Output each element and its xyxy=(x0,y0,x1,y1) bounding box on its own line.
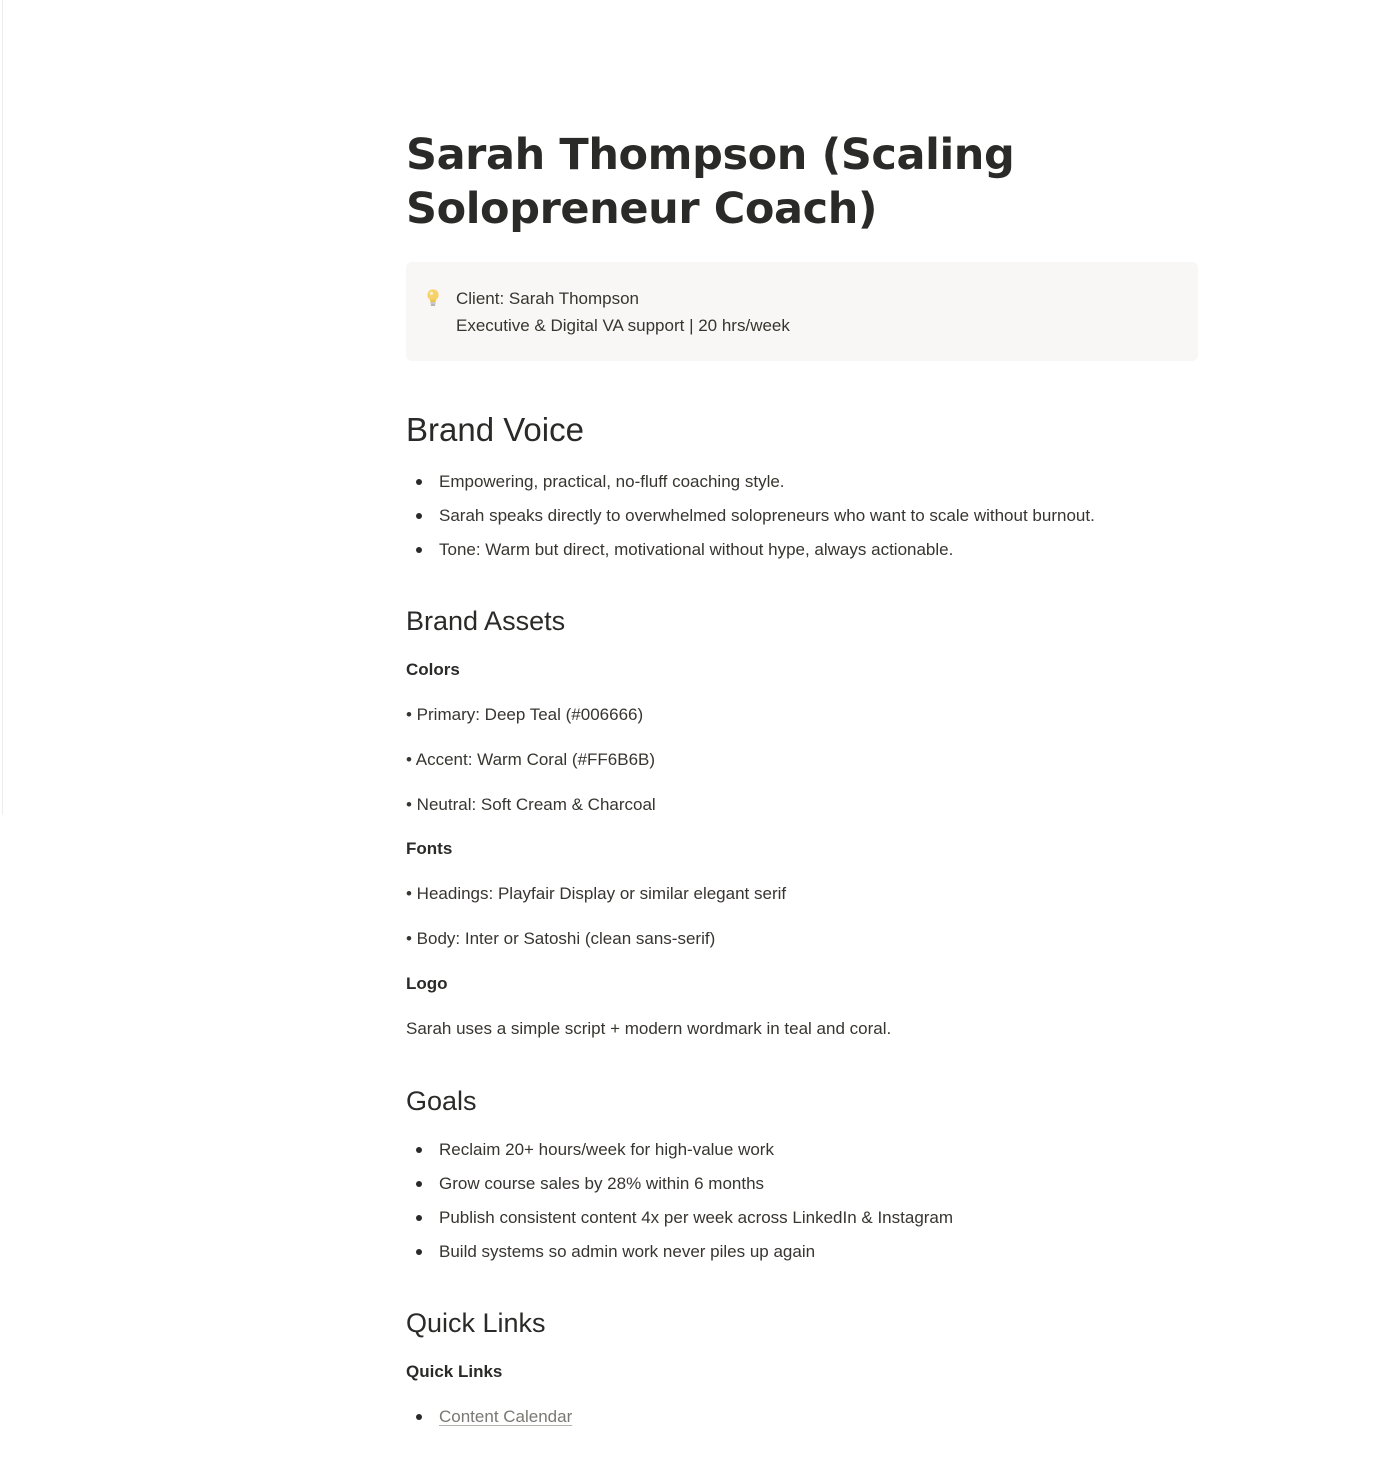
font-body: • Body: Inter or Satoshi (clean sans-serif) xyxy=(406,929,716,948)
logo-description: Sarah uses a simple script + modern wordmark in teal and coral. xyxy=(406,1019,892,1038)
list-item-text: Grow course sales by 28% within 6 months xyxy=(439,1174,765,1193)
color-accent: • Accent: Warm Coral (#FF6B6B) xyxy=(406,750,656,769)
bullet-icon xyxy=(416,547,422,553)
brand-voice-heading: Brand Voice xyxy=(406,411,584,448)
bullet-icon xyxy=(416,1147,422,1153)
list-item-text: Sarah speaks directly to overwhelmed solopreneurs who want to scale without burnout. xyxy=(439,506,1095,525)
fonts-label: Fonts xyxy=(406,839,453,858)
quick-links-subheading: Quick Links xyxy=(406,1362,503,1381)
colors-label: Colors xyxy=(406,660,460,679)
bullet-icon xyxy=(416,479,422,485)
goals-list xyxy=(406,1138,953,1274)
list-item-text: Build systems so admin work never piles up again xyxy=(439,1242,816,1261)
bullet-icon xyxy=(416,513,422,519)
bullet-icon xyxy=(416,1181,422,1187)
list-item xyxy=(406,1172,953,1206)
content-calendar-link[interactable]: Content Calendar xyxy=(439,1407,573,1426)
color-primary: • Primary: Deep Teal (#006666) xyxy=(406,705,644,724)
quick-links-heading: Quick Links xyxy=(406,1308,546,1338)
quick-links-list xyxy=(406,1405,572,1439)
callout-support-line: Executive & Digital VA support | 20 hrs/week xyxy=(456,316,790,335)
list-item xyxy=(406,470,1095,504)
list-item-text: Publish consistent content 4x per week across LinkedIn & Instagram xyxy=(439,1208,954,1227)
list-item xyxy=(406,1240,953,1274)
font-headings: • Headings: Playfair Display or similar elegant serif xyxy=(406,884,787,903)
client-callout xyxy=(406,262,1198,361)
list-item-text: Reclaim 20+ hours/week for high-value work xyxy=(439,1140,774,1159)
list-item-text: Empowering, practical, no-fluff coaching style. xyxy=(439,472,785,491)
callout-client-line: Client: Sarah Thompson xyxy=(456,289,640,308)
bullet-icon xyxy=(416,1215,422,1221)
color-neutral: • Neutral: Soft Cream & Charcoal xyxy=(406,795,656,814)
lightbulb-icon xyxy=(425,288,441,308)
list-item-text: Tone: Warm but direct, motivational without hype, always actionable. xyxy=(439,540,954,559)
bullet-icon xyxy=(416,1414,422,1420)
list-item xyxy=(406,1206,953,1240)
page-title: Sarah Thompson (Scaling Solopreneur Coach) xyxy=(406,130,1015,234)
callout-text xyxy=(456,285,790,339)
bullet-icon xyxy=(416,1249,422,1255)
list-item xyxy=(406,538,1095,572)
goals-heading: Goals xyxy=(406,1086,477,1116)
brand-assets-heading: Brand Assets xyxy=(406,606,566,636)
list-item xyxy=(406,1138,953,1172)
brand-voice-list xyxy=(406,470,1095,572)
list-item xyxy=(406,1405,572,1439)
logo-label: Logo xyxy=(406,974,448,993)
list-item xyxy=(406,504,1095,538)
sidebar-edge-divider xyxy=(2,0,3,815)
